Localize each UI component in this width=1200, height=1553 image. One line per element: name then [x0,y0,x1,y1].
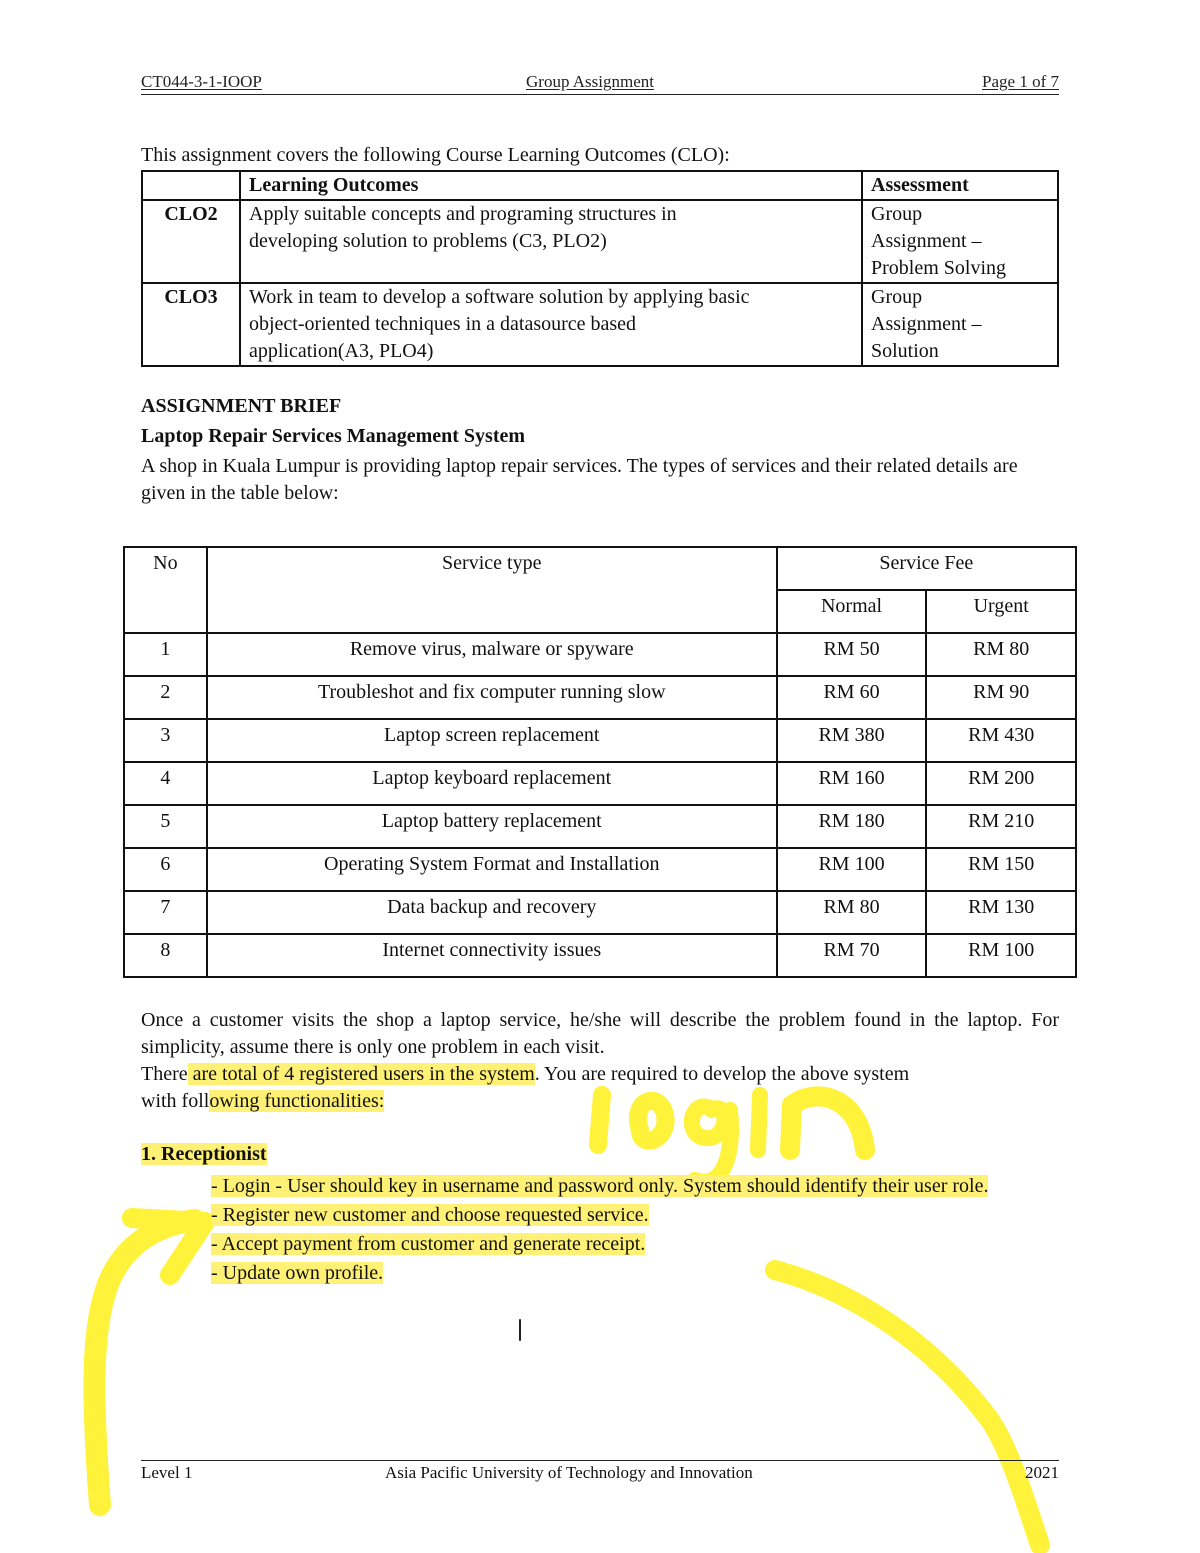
footer-year: 2021 [1025,1463,1059,1482]
clo-outcome-line: object-oriented techniques in a datasource based [249,313,637,335]
service-fee-normal: RM 180 [777,805,927,848]
clo-outcome [240,200,862,283]
receptionist-heading-text: 1. Receptionist [141,1143,267,1165]
clo-assessment [862,283,1058,366]
functionality-paragraph [141,1007,1059,1115]
service-fee-urgent: RM 90 [926,676,1076,719]
brief-paragraph: A shop in Kuala Lumpur is providing laptop repair services. The types of services and their related details are given in the table below: [141,455,1018,504]
service-header-type: Service type [207,547,777,633]
service-type: Laptop keyboard replacement [207,762,777,805]
service-type: Internet connectivity issues [207,934,777,977]
clo-assessment [862,200,1058,283]
service-type: Laptop battery replacement [207,805,777,848]
service-fee-urgent: RM 430 [926,719,1076,762]
clo-outcome-line: Work in team to develop a software solution by applying basic [249,286,750,308]
service-fee-normal: RM 160 [777,762,927,805]
system-title: Laptop Repair Services Management System [141,425,526,447]
service-no: 3 [124,719,207,762]
service-type: Data backup and recovery [207,891,777,934]
clo-assessment-line: Group [871,203,923,225]
receptionist-heading [141,1143,267,1166]
clo-outcome [240,283,862,366]
clo-row [142,200,1058,283]
clo-header-row [142,171,1058,200]
service-fee-urgent: RM 200 [926,762,1076,805]
service-no: 5 [124,805,207,848]
highlighted-text: are total of 4 registered users in the system [187,1063,535,1085]
clo-assessment-line: Assignment – [871,313,982,335]
header-title: Group Assignment [526,72,654,91]
arrow-stroke-right [775,1270,1040,1545]
list-item-text: - Register new customer and choose requested service. [211,1204,649,1226]
service-header-row [124,547,1076,590]
service-fee-normal: RM 50 [777,633,927,676]
clo-intro: This assignment covers the following Course Learning Outcomes (CLO): [141,144,730,166]
service-fee-urgent: RM 150 [926,848,1076,891]
paragraph-text: with foll [141,1090,210,1112]
footer-level: Level 1 [141,1463,193,1482]
list-item [211,1172,1061,1201]
service-fee-normal: RM 80 [777,891,927,934]
handwriting-g [692,1106,731,1181]
receptionist-list [211,1172,1061,1288]
clo-row [142,283,1058,366]
service-fee-normal: RM 380 [777,719,927,762]
table-row [124,762,1076,805]
clo-header-outcomes: Learning Outcomes [240,171,862,200]
service-fee-urgent: RM 210 [926,805,1076,848]
header-page-number: Page 1 of 7 [982,72,1059,91]
list-item-text: - Update own profile. [211,1262,384,1284]
service-fee-urgent: RM 130 [926,891,1076,934]
clo-assessment-line: Solution [871,340,939,362]
table-row [124,891,1076,934]
table-row [124,848,1076,891]
service-no: 8 [124,934,207,977]
table-row [124,676,1076,719]
list-item [211,1230,1061,1259]
service-no: 2 [124,676,207,719]
clo-outcome-line: Apply suitable concepts and programing structures in [249,203,677,225]
service-header-normal: Normal [777,590,927,633]
list-item-text: - Login - User should key in username and password only. System should identify their user role. [211,1175,989,1197]
table-row [124,633,1076,676]
service-no: 7 [124,891,207,934]
service-no: 4 [124,762,207,805]
service-fee-urgent: RM 80 [926,633,1076,676]
table-row [124,719,1076,762]
highlighted-text: owing functionalities: [209,1090,385,1112]
service-no: 1 [124,633,207,676]
clo-assessment-line: Assignment – [871,230,982,252]
clo-code: CLO2 [142,200,240,283]
paragraph-text: . You are required to develop the above system [534,1063,910,1085]
service-fee-normal: RM 60 [777,676,927,719]
service-header-urgent: Urgent [926,590,1076,633]
service-table [123,546,1077,978]
list-item-text: - Accept payment from customer and generate receipt. [211,1233,646,1255]
table-row [124,805,1076,848]
clo-code: CLO3 [142,283,240,366]
list-item [211,1201,1061,1230]
paragraph-text: There [141,1063,188,1085]
service-header-no: No [124,547,207,633]
clo-outcome-line: developing solution to problems (C3, PLO2) [249,230,607,252]
service-table-body [124,633,1076,977]
table-row [124,934,1076,977]
service-fee-normal: RM 70 [777,934,927,977]
service-fee-urgent: RM 100 [926,934,1076,977]
page-footer [141,1460,1059,1485]
header-course-code: CT044-3-1-IOOP [141,72,262,91]
clo-header-blank [142,171,240,200]
clo-table [141,170,1059,367]
service-header-fee: Service Fee [777,547,1076,590]
clo-header-assessment: Assessment [862,171,1058,200]
service-type: Operating System Format and Installation [207,848,777,891]
service-type: Laptop screen replacement [207,719,777,762]
footer-university: Asia Pacific University of Technology and Innovation [385,1463,753,1482]
list-item [211,1259,1061,1288]
service-type: Troubleshot and fix computer running slow [207,676,777,719]
service-type: Remove virus, malware or spyware [207,633,777,676]
arrowhead-stroke [132,1218,205,1275]
clo-assessment-line: Group [871,286,923,308]
paragraph-text: Once a customer visits the shop a laptop service, he/she will describe the problem found in the laptop. For simplicity, assume there is only one problem in each visit. [141,1009,1059,1058]
clo-assessment-line: Problem Solving [871,257,1007,279]
page-header [141,72,1059,95]
clo-outcome-line: application(A3, PLO4) [249,340,434,362]
assignment-brief-heading: ASSIGNMENT BRIEF [141,395,342,417]
service-no: 6 [124,848,207,891]
service-fee-normal: RM 100 [777,848,927,891]
